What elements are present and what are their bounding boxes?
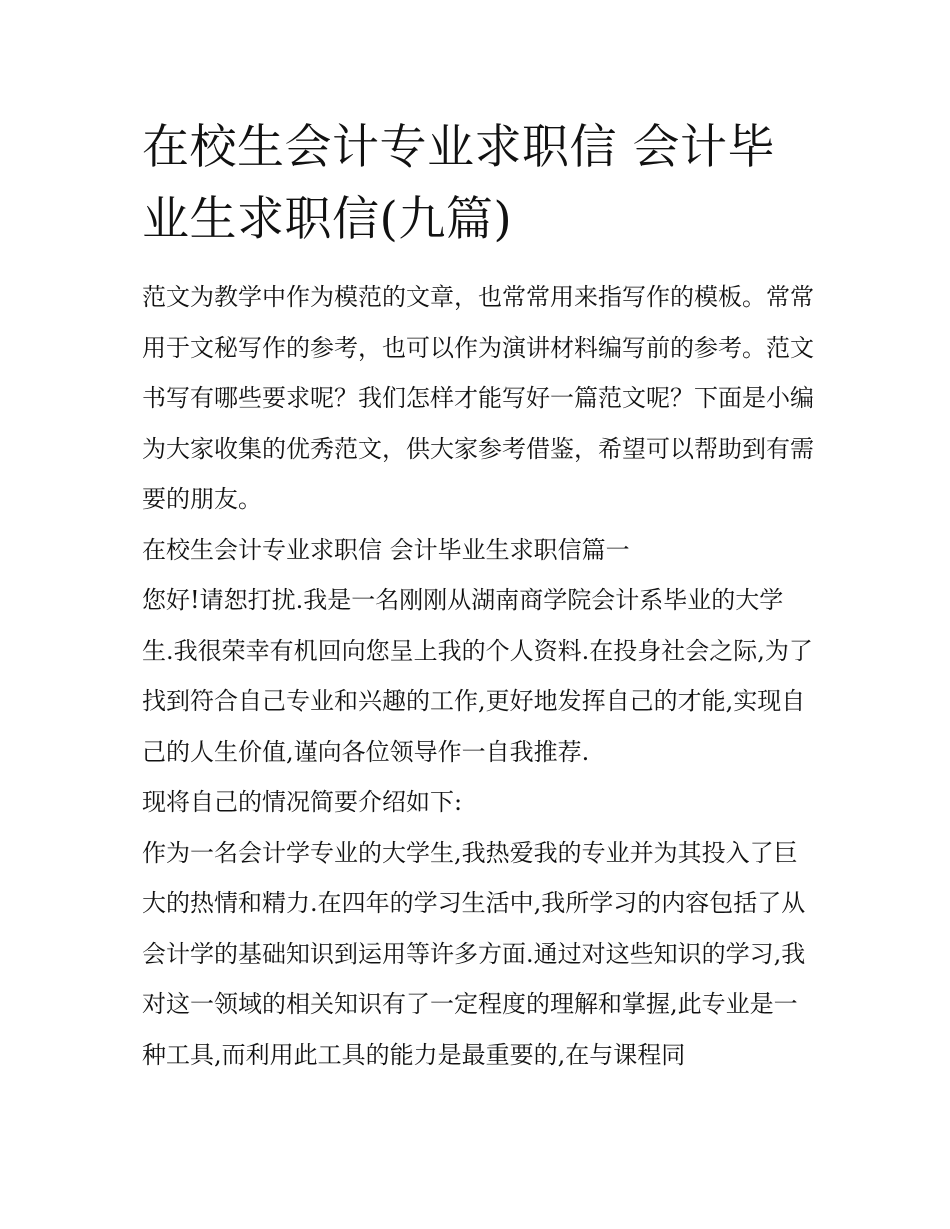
section-heading: 在校生会计专业求职信 会计毕业生求职信篇一 [142,535,630,564]
letter-body-paragraph: 作为一名会计学专业的大学生,我热爱我的专业并为其投入了巨大的热情和精力.在四年的学习生活中,我所学习的内容包括了从会计学的基础知识到运用等许多方面.通过对这些知识的学习,我对这一领域的相关知识有了一定程度的理解和掌握,此专业是一种工具,而利用此工具的能力是最重要的,在与课程同 [142,838,806,1069]
letter-greeting-paragraph: 您好!请恕打扰.我是一名刚刚从湖南商学院会计系毕业的大学生.我很荣幸有机回向您呈上我的个人资料.在投身社会之际,为了找到符合自己专业和兴趣的工作,更好地发挥自己的才能,实现自己的人生价值,谨向各位领导作一自我推荐. [142,586,813,766]
document-title: 在校生会计专业求职信 会计毕业生求职信(九篇) [142,120,775,247]
letter-intro-line: 现将自己的情况简要介绍如下: [142,788,463,816]
intro-paragraph: 范文为教学中作为模范的文章，也常常用来指写作的模板。常常用于文秘写作的参考，也可以作为演讲材料编写前的参考。范文书写有哪些要求呢？我们怎样才能写好一篇范文呢？下面是小编为大家收集的优秀范文，供大家参考借鉴，希望可以帮助到有需要的朋友。 [142,283,814,513]
document-page [142,112,814,1080]
